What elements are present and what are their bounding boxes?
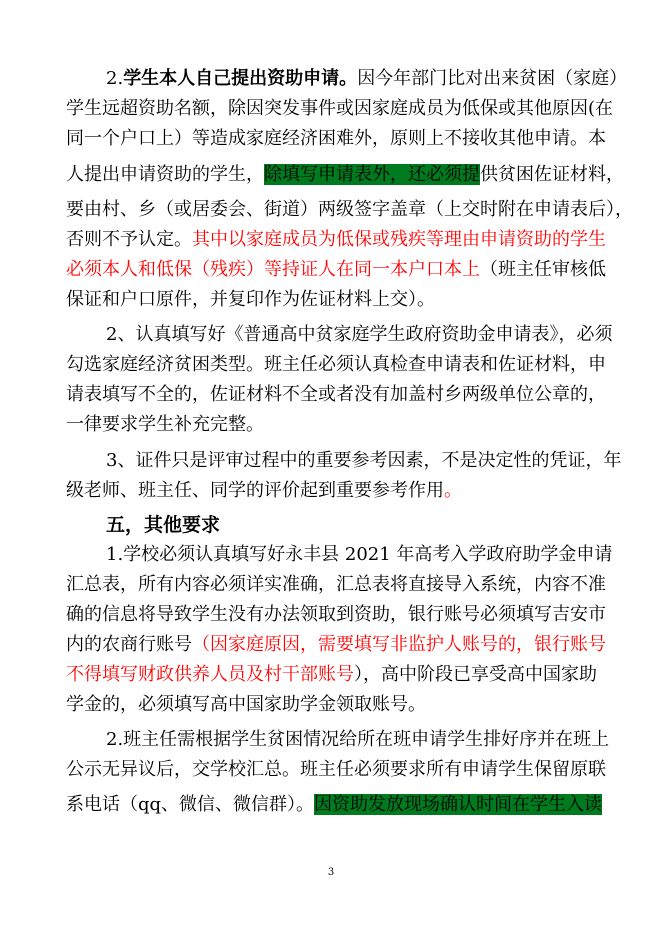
red-emphasis-text: 。 <box>444 480 462 501</box>
text-line <box>66 660 597 690</box>
text-line <box>66 690 426 720</box>
text-line <box>66 124 606 154</box>
text-segment: 3、证件只是评审过程中的重要参考因素，不是决定性的凭证，年 <box>106 450 622 471</box>
text-segment: 级老师、班主任、同学的评价起到重要参考作用 <box>66 480 444 501</box>
text-line <box>106 540 612 570</box>
text-line <box>106 510 220 540</box>
text-segment: 2、认真填写好《普通高中贫家庭学生政府资助金申请表》，必须 <box>106 324 613 345</box>
text-segment: 因今年部门比对出来贫困（家庭） <box>357 68 628 89</box>
text-segment: 供贫困佐证材料， <box>480 164 624 185</box>
text-line <box>66 630 606 660</box>
text-segment: 内的农商行账号 <box>66 634 192 655</box>
red-emphasis-text: 不得填写财政供养人员及村干部账号 <box>66 664 354 685</box>
text-segment: 1.学校必须认真填写好永丰县 2021 年高考入学政府助学金申请 <box>106 544 613 565</box>
highlighted-text: 除填写申请表外，还必须提 <box>264 164 480 185</box>
text-line <box>66 285 435 315</box>
text-segment: 否则不予认定。 <box>66 229 192 250</box>
text-line <box>106 446 621 476</box>
text-line <box>66 350 606 380</box>
text-segment: 公示无异议后，交学校汇总。班主任必须要求所有申请学生保留原联 <box>66 759 606 780</box>
text-line <box>106 64 627 94</box>
text-line <box>66 94 613 124</box>
text-line <box>106 725 609 755</box>
text-segment: （班主任审核低 <box>480 259 606 280</box>
text-line <box>66 600 606 630</box>
text-line <box>66 255 606 285</box>
text-line <box>66 790 602 820</box>
red-emphasis-text: 必须本人和低保（残疾）等持证人在同一本户口本上 <box>66 259 480 280</box>
text-line <box>106 320 612 350</box>
text-segment: 勾选家庭经济贫困类型。班主任必须认真检查申请表和佐证材料，申 <box>66 354 606 375</box>
text-line <box>66 195 633 225</box>
text-segment: 学生远超资助名额，除因突发事件或因家庭成员为低保或其他原因(在 <box>66 98 614 119</box>
text-segment: 2.班主任需根据学生贫困情况给所在班申请学生排好序并在班上 <box>106 729 610 750</box>
bold-text: 学生本人自己提出资助申请。 <box>123 68 358 89</box>
text-segment: 一律要求学生补充完整。 <box>66 414 264 435</box>
text-segment: 汇总表，所有内容必须详实准确，汇总表将直接导入系统，内容不准 <box>66 574 606 595</box>
section-heading: 五，其他要求 <box>106 514 221 536</box>
text-line <box>66 225 606 255</box>
text-segment: 要由村、乡（或居委会、街道）两级签字盖章（上交时附在申请表后）， <box>66 199 633 220</box>
text-line <box>66 476 462 506</box>
red-emphasis-text: 其中以家庭成员为低保或残疾等理由申请资助的学生 <box>192 229 606 250</box>
text-line <box>66 755 606 785</box>
red-emphasis-text: （因家庭原因，需要填写非监护人账号的，银行账号 <box>192 634 606 655</box>
text-line <box>66 570 606 600</box>
text-segment: ），高中阶段已享受高中国家助 <box>354 664 597 685</box>
text-segment: 人提出申请资助的学生， <box>66 164 264 185</box>
text-segment: 学金的，必须填写高中国家助学金领取账号。 <box>66 694 426 715</box>
text-segment: 同一个户口上）等造成家庭经济困难外，原则上不接收其他申请。本 <box>66 128 606 149</box>
text-line <box>66 380 606 410</box>
text-line <box>66 410 264 440</box>
highlighted-text: 因资助发放现场确认时间在学生入读 <box>314 794 603 815</box>
text-segment: 确的信息将导致学生没有办法领取到资助，银行账号必须填写吉安市 <box>66 604 606 625</box>
text-segment: 系电话（qq、微信、微信群）。 <box>66 794 315 815</box>
text-segment: 保证和户口原件，并复印作为佐证材料上交）。 <box>66 289 435 310</box>
text-line <box>66 160 624 190</box>
text-segment: 2. <box>106 68 124 89</box>
page-number: 3 <box>327 867 335 878</box>
text-segment: 请表填写不全的，佐证材料不全或者没有加盖村乡两级单位公章的， <box>66 384 606 405</box>
